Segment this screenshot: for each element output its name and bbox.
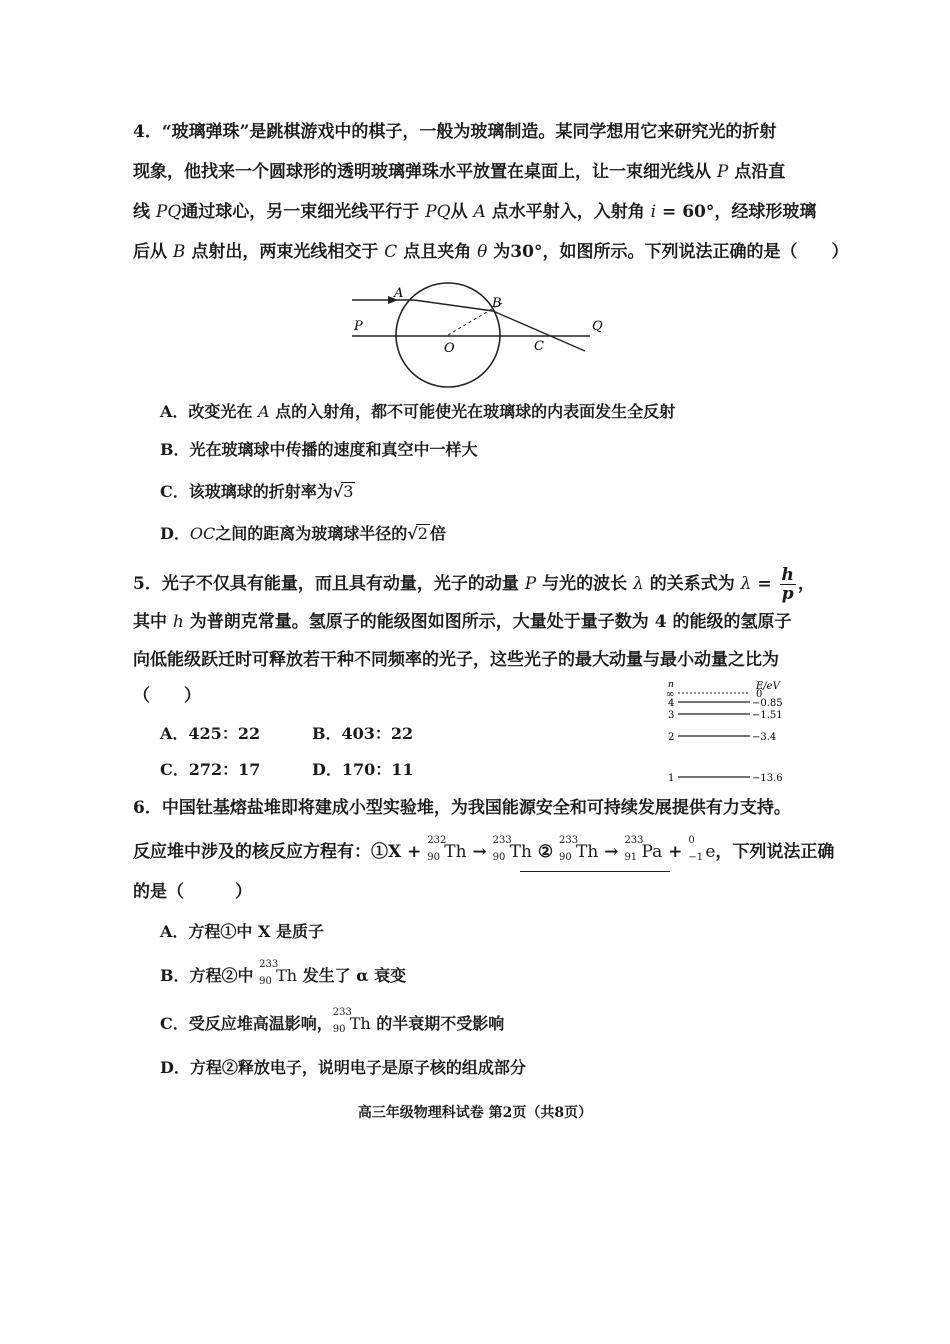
q5-answer-paren: （ ）: [133, 686, 201, 706]
equation-underline: [520, 871, 670, 872]
nuclide-th232: 232 90 Th: [427, 835, 467, 863]
q6-option-d[interactable]: D．方程②释放电子，说明电子是原子核的组成部分: [160, 1058, 526, 1077]
nuclide-th233-optc: 233 90 Th: [332, 1007, 371, 1035]
q4-option-a[interactable]: A．改变光在 A 点的入射角，都不可能使光在玻璃球的内表面发生全反射: [160, 402, 676, 421]
q5-option-a[interactable]: A．425：22: [160, 724, 261, 743]
nuclide-th233: 233 90 Th: [492, 835, 532, 863]
q4-option-c[interactable]: C．该玻璃球的折射率为√3: [160, 482, 354, 501]
q4-line-2: 现象，他找来一个圆球形的透明玻璃弹珠水平放置在桌面上，让一束细光线从 P 点沿直: [133, 162, 786, 182]
nuclide-th233-optb: 233 90 Th: [259, 959, 298, 987]
svg-text:E/eV: E/eV: [756, 681, 780, 692]
q6-option-a[interactable]: A．方程①中 X 是质子: [160, 922, 324, 941]
label-a: A: [394, 286, 404, 301]
fraction-h-over-p: $\frac{h}{p}$: [781, 565, 794, 604]
label-q: Q: [592, 319, 603, 334]
svg-text:−3.4: −3.4: [752, 732, 777, 743]
svg-text:∞: ∞: [666, 689, 675, 700]
svg-text:2: 2: [668, 732, 675, 743]
q6-line-1: 6．中国钍基熔盐堆即将建成小型实验堆，为我国能源安全和可持续发展提供有力支持。: [133, 798, 791, 818]
q5-line-2: 其中 h 为普朗克常量。氢原子的能级图如图所示，大量处于量子数为 4 的能级的氢原子: [133, 612, 792, 632]
nuclide-th233-b: 233 90 Th: [559, 835, 599, 863]
label-b: B: [492, 296, 502, 311]
energy-level-diagram: [660, 678, 810, 788]
q4-line-4: 后从 B 点射出，两束光线相交于 C 点且夹角 θ 为30°，如图所示。下列说法正确的是（ ）: [133, 242, 849, 262]
q4-line-1: 4．“玻璃弹珠”是跳棋游戏中的棋子，一般为玻璃制造。某同学想用它来研究光的折射: [133, 122, 777, 142]
q4-line-3: 线 PQ通过球心，另一束细光线平行于 PQ从 A 点水平射入，入射角 i = 60°，经球形玻璃: [133, 202, 817, 222]
svg-text:−0.85: −0.85: [752, 698, 783, 709]
q5-option-d[interactable]: D．170：11: [312, 760, 414, 779]
q6-option-c[interactable]: C．受反应堆高温影响， 233 90 Th 的半衰期不受影响: [160, 1007, 505, 1035]
label-c: C: [534, 339, 544, 354]
svg-text:−1.51: −1.51: [752, 710, 783, 721]
label-p: P: [354, 319, 363, 334]
nuclide-pa233: 233 91 Pa: [624, 835, 663, 863]
q4-optics-figure: [340, 278, 620, 388]
label-o: O: [444, 341, 455, 356]
q4-option-d[interactable]: D．OC之间的距离为玻璃球半径的√2 倍: [160, 524, 446, 543]
svg-text:3: 3: [668, 710, 675, 721]
q5-line-3: 向低能级跃迁时可释放若干种不同频率的光子，这些光子的最大动量与最小动量之比为: [133, 650, 779, 670]
q6-line-3: 的是（ ）: [133, 882, 252, 902]
svg-text:n: n: [668, 680, 674, 690]
svg-text:0: 0: [756, 689, 763, 700]
q6-line-2: 反应堆中涉及的核反应方程有：①X + 232 90 Th → 233 90 Th ② 233 90 Th → 233 91 Pa + 0 −1 e，下列说法正确: [133, 835, 835, 863]
svg-text:4: 4: [668, 698, 675, 709]
q6-option-b[interactable]: B．方程②中 233 90 Th 发生了 α 衰变: [160, 959, 407, 987]
q5-option-b[interactable]: B．403：22: [312, 724, 414, 743]
q4-option-b[interactable]: B．光在玻璃球中传播的速度和真空中一样大: [160, 440, 478, 459]
page-footer: 高三年级物理科试卷 第2页（共8页）: [357, 1105, 593, 1121]
refracted-ray: [414, 300, 493, 311]
q5-option-c[interactable]: C．272：17: [160, 760, 261, 779]
q5-line-1: 5．光子不仅具有能量，而且具有动量，光子的动量 P 与光的波长 λ 的关系式为 λ = $\frac{h}{p}$ ，: [133, 565, 815, 604]
nuclide-electron: 0 −1 e: [688, 835, 716, 863]
svg-text:−13.6: −13.6: [752, 773, 783, 784]
svg-text:1: 1: [668, 773, 675, 784]
